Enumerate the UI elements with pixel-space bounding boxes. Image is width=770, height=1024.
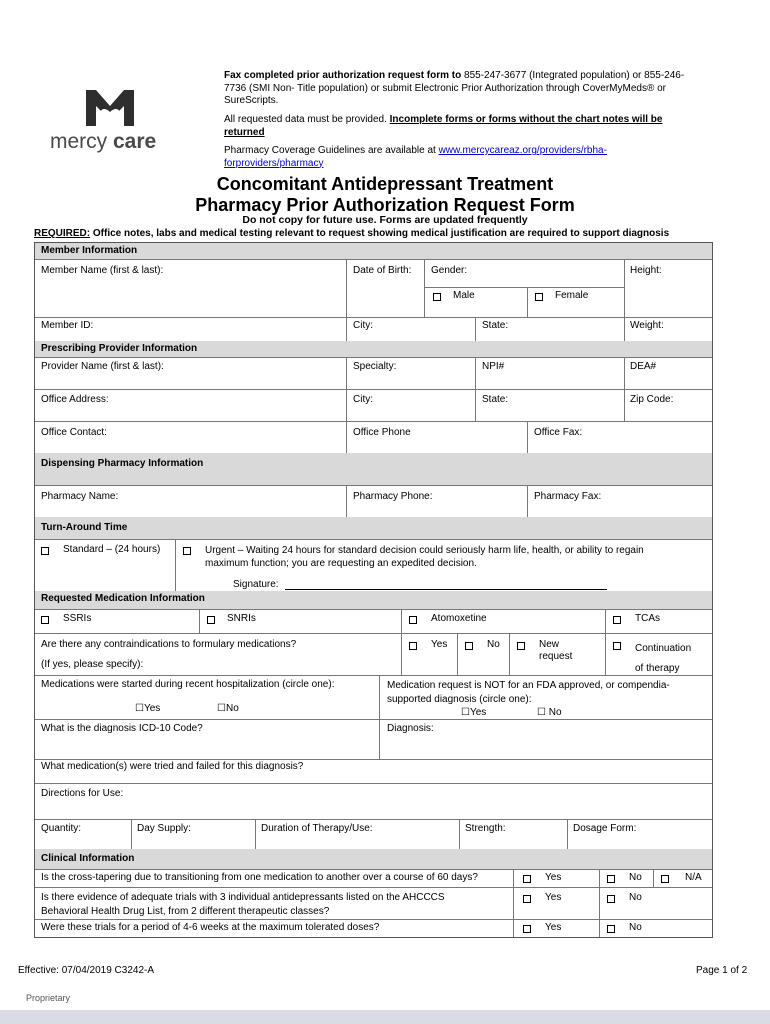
q1-no-label: No [629, 872, 642, 883]
provider-name-field[interactable]: Provider Name (first & last): [41, 361, 164, 372]
standard-checkbox[interactable] [41, 547, 49, 555]
q2-no-checkbox[interactable] [607, 895, 615, 903]
female-checkbox[interactable] [535, 293, 543, 301]
quantity-field[interactable]: Quantity: [41, 823, 82, 834]
directions-field[interactable]: Directions for Use: [41, 788, 124, 799]
fda-no[interactable]: ☐ No [537, 707, 562, 718]
tried-failed-question[interactable]: What medication(s) were tried and failed for this diagnosis? [41, 761, 304, 772]
q1-yes-checkbox[interactable] [523, 875, 531, 883]
male-label: Male [453, 290, 475, 301]
form-title-line1: Concomitant Antidepressant Treatment [216, 174, 554, 194]
member-name-field[interactable]: Member Name (first & last): [41, 265, 164, 276]
contra-yes-label: Yes [431, 639, 448, 650]
hosp-no[interactable]: ☐No [217, 703, 239, 714]
ssri-label: SSRIs [63, 613, 92, 624]
snri-checkbox[interactable] [207, 616, 215, 624]
signature-line[interactable] [285, 589, 607, 590]
office-contact-field[interactable]: Office Contact: [41, 427, 107, 438]
continuation-label: Continuation of therapy [635, 643, 692, 674]
fax-instructions: Fax completed prior authorization request form to 855-247-3677 (Integrated population) or 855-246- 7736 (SMI Non- Title population) or submit Electronic Prior Authorization through CoverMyMeds® or SureScripts. [224, 70, 685, 106]
adequate-trials-question: Is there evidence of adequate trials with 3 individual antidepressants listed on the AHCCCS Behavioral Health Drug List, from 2 different therapeutic classes? [41, 892, 445, 917]
snri-label: SNRIs [227, 613, 256, 624]
tca-label: TCAs [635, 613, 660, 624]
atomoxetine-label: Atomoxetine [431, 613, 487, 624]
q3-no-checkbox[interactable] [607, 925, 615, 933]
q3-yes-label: Yes [545, 922, 562, 933]
dea-field[interactable]: DEA# [630, 361, 657, 372]
atomoxetine-checkbox[interactable] [409, 616, 417, 624]
contra-yes-checkbox[interactable] [409, 642, 417, 650]
q3-no-label: No [629, 922, 642, 933]
member-state-field[interactable]: State: [482, 320, 509, 331]
fda-question: Medication request is NOT for an FDA approved, or compendia- supported diagnosis (circle one): [387, 680, 670, 705]
contraindications-specify[interactable]: (If yes, please specify): [41, 659, 144, 670]
specialty-field[interactable]: Specialty: [353, 361, 397, 372]
member-city-field[interactable]: City: [353, 320, 373, 331]
provider-state-field[interactable]: State: [482, 394, 509, 405]
continuation-checkbox[interactable] [613, 642, 621, 650]
day-supply-field[interactable]: Day Supply: [137, 823, 191, 834]
contra-no-label: No [487, 639, 500, 650]
q3-yes-checkbox[interactable] [523, 925, 531, 933]
dosage-form-field[interactable]: Dosage Form: [573, 823, 637, 834]
hospitalization-question: Medications were started during recent hospitalization (circle one): [41, 679, 335, 690]
trial-duration-question: Were these trials for a period of 4-6 weeks at the maximum tolerated doses? [41, 922, 380, 933]
authorization-form [34, 242, 713, 938]
section-pharmacy: Dispensing Pharmacy Information [35, 453, 712, 485]
standard-label: Standard – (24 hours) [63, 544, 161, 555]
fda-yes[interactable]: ☐Yes [461, 707, 487, 718]
office-fax-field[interactable]: Office Fax: [534, 427, 583, 438]
bottom-band [0, 1010, 770, 1024]
required-note: REQUIRED: Office notes, labs and medical testing relevant to request showing medical justification are required to support diagnosis [34, 228, 670, 239]
new-request-checkbox[interactable] [517, 642, 525, 650]
urgent-label: Urgent – Waiting 24 hours for standard decision could seriously harm life, health, or ability to regain maximum function; you are requesting an expedited decision. [205, 545, 644, 569]
section-clinical: Clinical Information [35, 849, 712, 869]
brand-wordmark: mercy care [50, 130, 157, 153]
guidelines-link-cont[interactable]: forproviders/pharmacy [224, 157, 324, 169]
signature-label: Signature: [233, 579, 279, 590]
diagnosis-field[interactable]: Diagnosis: [387, 723, 434, 734]
form-subtitle: Do not copy for future use. Forms are updated frequently [242, 214, 528, 226]
q1-no-checkbox[interactable] [607, 875, 615, 883]
hosp-yes[interactable]: ☐Yes [135, 703, 161, 714]
office-address-field[interactable]: Office Address: [41, 394, 109, 405]
effective-date: Effective: 07/04/2019 C3242-A [18, 965, 155, 976]
q2-yes-checkbox[interactable] [523, 895, 531, 903]
pharmacy-name-field[interactable]: Pharmacy Name: [41, 491, 119, 502]
pharmacy-phone-field[interactable]: Pharmacy Phone: [353, 491, 433, 502]
ssri-checkbox[interactable] [41, 616, 49, 624]
section-medication: Requested Medication Information [35, 591, 712, 609]
contra-no-checkbox[interactable] [465, 642, 473, 650]
duration-field[interactable]: Duration of Therapy/Use: [261, 823, 373, 834]
q1-yes-label: Yes [545, 872, 562, 883]
section-turnaround: Turn-Around Time [35, 517, 712, 539]
icd-question[interactable]: What is the diagnosis ICD-10 Code? [41, 723, 203, 734]
q2-no-label: No [629, 892, 642, 903]
requested-data-note: All requested data must be provided. Incomplete forms or forms without the chart notes will be returned [224, 114, 663, 138]
q2-yes-label: Yes [545, 892, 562, 903]
section-provider: Prescribing Provider Information [35, 341, 712, 357]
zip-field[interactable]: Zip Code: [630, 394, 674, 405]
weight-field[interactable]: Weight: [630, 320, 664, 331]
new-request-label: New request [539, 639, 573, 662]
npi-field[interactable]: NPI# [482, 361, 505, 372]
guidelines-link[interactable]: www.mercycareaz.org/providers/rbha- [438, 145, 607, 156]
page-number: Page 1 of 2 [696, 965, 748, 976]
height-field[interactable]: Height: [630, 265, 662, 276]
contraindications-question: Are there any contraindications to formulary medications? [41, 639, 297, 650]
guidelines-note: Pharmacy Coverage Guidelines are available at www.mercycareaz.org/providers/rbha- forproviders/pharmacy [224, 145, 607, 169]
male-checkbox[interactable] [433, 293, 441, 301]
section-member: Member Information [35, 243, 712, 259]
tca-checkbox[interactable] [613, 616, 621, 624]
q1-na-checkbox[interactable] [661, 875, 669, 883]
gender-label: Gender: [431, 265, 468, 276]
dob-field[interactable]: Date of Birth: [353, 265, 412, 276]
member-id-field[interactable]: Member ID: [41, 320, 94, 331]
form-title-line2: Pharmacy Prior Authorization Request Form [195, 195, 575, 215]
office-phone-field[interactable]: Office Phone [353, 427, 411, 438]
urgent-checkbox[interactable] [183, 547, 191, 555]
pharmacy-fax-field[interactable]: Pharmacy Fax: [534, 491, 602, 502]
provider-city-field[interactable]: City: [353, 394, 373, 405]
cross-tapering-question: Is the cross-tapering due to transitioning from one medication to another over a course of 60 days? [41, 872, 478, 883]
strength-field[interactable]: Strength: [465, 823, 506, 834]
female-label: Female [555, 290, 589, 301]
q1-na-label: N/A [685, 872, 702, 883]
proprietary-label: Proprietary [26, 993, 71, 1003]
